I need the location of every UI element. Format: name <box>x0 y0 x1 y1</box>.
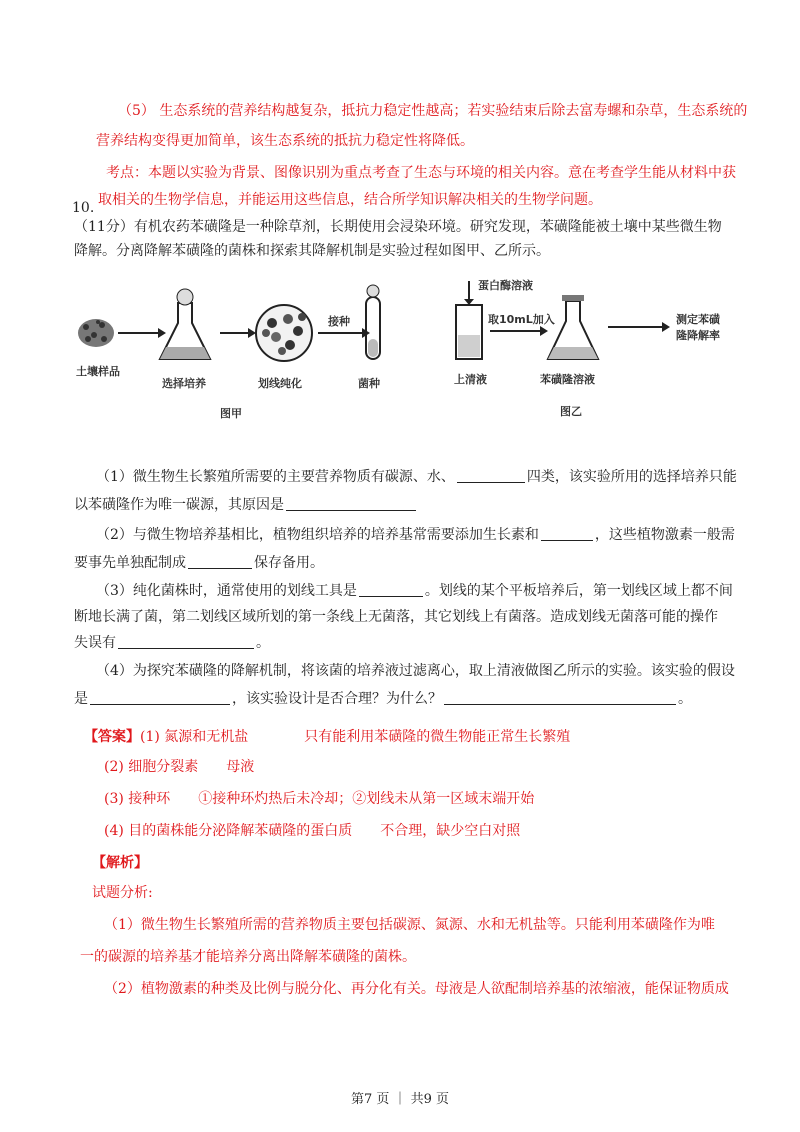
question-stem-line-1: （11分）有机农药苯磺隆是一种除草剂，长期使用会浸染环境。研究发现，苯磺隆能被土壤中某些微生物 <box>74 219 722 235</box>
prev-answer-line-2: 营养结构变得更加简单，该生态系统的抵抗力稳定性将降低。 <box>96 133 474 149</box>
q4-text-d: 。 <box>678 691 692 707</box>
q3-blank-1[interactable] <box>359 582 423 597</box>
petri-dish-icon <box>256 305 312 361</box>
q1-text-c: 以苯磺隆作为唯一碳源，其原因是 <box>74 497 284 513</box>
medium-flask-icon <box>548 295 598 359</box>
answer-1b: 只有能利用苯磺隆的微生物能正常生长繁殖 <box>304 729 571 745</box>
q3-line-3 <box>74 632 270 652</box>
label-strain-tube: 菌种 <box>358 377 380 390</box>
q3-line-1 <box>96 580 733 600</box>
label-benzene-medium: 苯磺隆溶液 <box>540 373 595 386</box>
explanation-2-line-1: （2）植物激素的种类及比例与脱分化、再分化有关。母液是人欲配制培养基的浓缩液，能保证物质成 <box>104 981 729 997</box>
q4-text-c: ，该实验设计是否合理？为什么？ <box>232 691 442 707</box>
explanation-1-line-1: （1）微生物生长繁殖所需的营养物质主要包括碳源、氮源、水和无机盐等。只能利用苯磺隆作为唯 <box>104 917 715 933</box>
q4-blank-2[interactable] <box>444 690 676 705</box>
arrow-icon <box>118 328 166 338</box>
experiment-figure <box>70 275 730 425</box>
answer-tag: 【答案】 <box>84 729 140 745</box>
q3-text-b: 。划线的某个平板培养后，第一划线区域上都不间 <box>424 583 733 599</box>
q2-line-1 <box>96 524 735 544</box>
soil-sample-icon <box>78 319 114 347</box>
question-stem-line-2: 降解。分离降解苯磺隆的菌株和探索其降解机制是实验过程如图甲、乙所示。 <box>74 243 550 259</box>
q2-text-b: ，这些植物激素一般需 <box>594 527 735 543</box>
question-number: 10. <box>72 200 95 216</box>
label-streak-purify: 划线纯化 <box>258 377 302 390</box>
q4-line-2 <box>74 688 692 708</box>
arrow-icon <box>608 322 670 332</box>
label-soil-sample: 土壤样品 <box>76 365 120 378</box>
q1-line-2 <box>74 494 418 514</box>
analysis-intro: 试题分析: <box>92 885 153 901</box>
q4-line-1: （4）为探究苯磺隆的降解机制，将该菌的培养液过滤离心，取上清液做图乙所示的实验。该实验的假设 <box>96 663 735 679</box>
analysis-tag: 【解析】 <box>92 855 148 871</box>
label-measure-1: 测定苯磺 <box>676 313 720 326</box>
q2-text-c: 要事先单独配制成 <box>74 555 186 571</box>
answer-line-1 <box>84 726 570 746</box>
q2-line-2 <box>74 552 324 572</box>
q2-text-d: 保存备用。 <box>254 555 324 571</box>
label-protease-solution: 蛋白酶溶液 <box>478 279 533 292</box>
prev-answer-line-1: （5） 生态系统的营养结构越复杂，抵抗力稳定性越高；若实验结束后除去富寿螺和杂草，生态系统的 <box>118 103 748 119</box>
q4-text-b: 是 <box>74 691 88 707</box>
q1-text-b: 四类，该实验所用的选择培养只能 <box>526 469 737 485</box>
q3-text-d: 失误有 <box>74 635 116 651</box>
test-tube-icon <box>366 285 380 359</box>
kaodian-line-1: 考点：本题以实验为背景、图像识别为重点考查了生态与环境的相关内容。意在考查学生能从材料中获 <box>106 165 736 181</box>
label-select-culture: 选择培养 <box>162 377 206 390</box>
arrow-icon <box>490 326 548 336</box>
answer-3: (3) 接种环 ①接种环灼热后未冷却；②划线未从第一区域末端开始 <box>104 791 535 807</box>
q1-blank-1[interactable] <box>457 468 525 483</box>
label-measure-2: 隆降解率 <box>676 329 720 342</box>
q1-text-a: （1）微生物生长繁殖所需要的主要营养物质有碳源、水、 <box>96 469 455 485</box>
answer-4: (4) 目的菌株能分泌降解苯磺隆的蛋白质 不合理，缺少空白对照 <box>104 823 521 839</box>
q2-text-a: （2）与微生物培养基相比，植物组织培养的培养基常需要添加生长素和 <box>96 527 539 543</box>
label-inoculate: 接种 <box>328 315 350 328</box>
arrow-icon <box>220 328 256 338</box>
q2-blank-2[interactable] <box>188 554 252 569</box>
arrow-icon <box>318 328 370 338</box>
explanation-1-line-2: 一的碳源的培养基才能培养分离出降解苯磺隆的菌株。 <box>80 949 416 965</box>
page-footer: 第7 页 ｜ 共9 页 <box>350 1092 450 1107</box>
q3-text-e: 。 <box>256 635 270 651</box>
flask-icon <box>160 289 210 359</box>
q2-blank-1[interactable] <box>541 526 593 541</box>
caption-figure-a: 图甲 <box>220 407 242 420</box>
answer-1: (1) 氮源和无机盐 <box>140 729 249 745</box>
q3-text-a: （3）纯化菌株时，通常使用的划线工具是 <box>96 583 357 599</box>
label-take-10ml: 取10mL加入 <box>488 313 555 326</box>
answer-2: (2) 细胞分裂素 母液 <box>104 759 255 775</box>
figure-drawing <box>70 275 730 425</box>
q1-line-1 <box>96 466 737 486</box>
label-supernatant: 上清液 <box>454 373 487 386</box>
q3-blank-2[interactable] <box>118 634 254 649</box>
q1-blank-2[interactable] <box>286 496 416 511</box>
q4-blank-1[interactable] <box>90 690 230 705</box>
kaodian-line-2: 取相关的生物学信息，并能运用这些信息，结合所学知识解决相关的生物学问题。 <box>98 192 602 208</box>
q3-line-2: 断地长满了菌，第二划线区域所划的第一条线上无菌落，其它划线上有菌落。造成划线无菌落可能的操作 <box>74 609 718 625</box>
caption-figure-b: 图乙 <box>560 405 582 418</box>
